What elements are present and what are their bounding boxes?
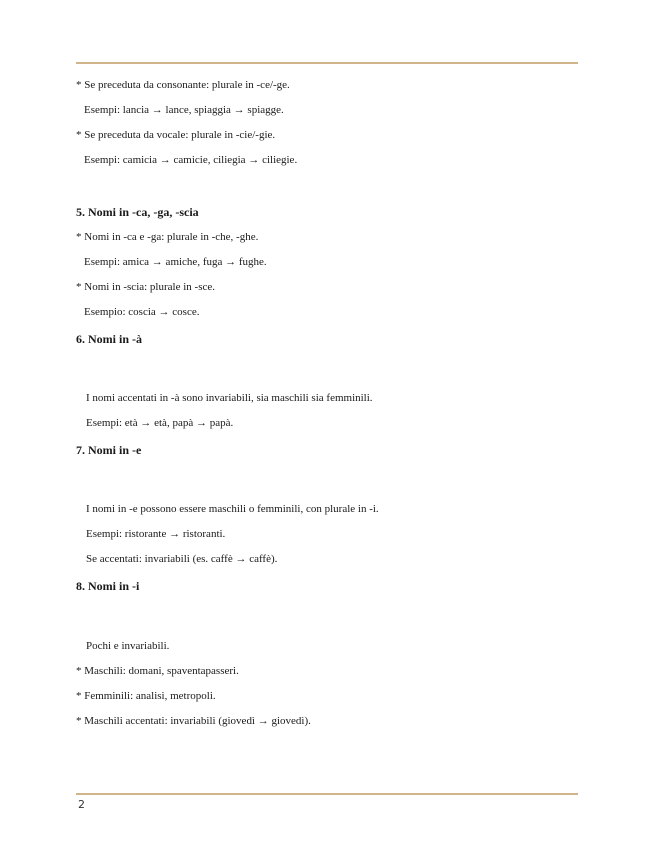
text-line: Esempi: camicia → camicie, ciliegia → ciliegie. xyxy=(84,154,298,166)
text-line: * Se preceduta da vocale: plurale in -cie/-gie. xyxy=(76,129,276,141)
text-line: Esempi: ristorante → ristoranti. xyxy=(86,528,226,540)
text-line: I nomi accentati in -à sono invariabili, sia maschili sia femminili. xyxy=(86,392,373,404)
page-number: 2 xyxy=(78,798,85,811)
text-line: Esempio: coscia → cosce. xyxy=(84,306,200,318)
bottom-rule xyxy=(76,793,578,795)
text-line: Esempi: lancia → lance, spiaggia → spiagge. xyxy=(84,104,284,116)
text-line: * Maschili: domani, spaventapasseri. xyxy=(76,665,239,677)
section-heading: 7. Nomi in -e xyxy=(76,443,142,457)
section-heading: 5. Nomi in -ca, -ga, -scia xyxy=(76,205,199,219)
text-line: Esempi: età → età, papà → papà. xyxy=(86,417,234,429)
text-line: Esempi: amica → amiche, fuga → fughe. xyxy=(84,256,267,268)
section-heading: 8. Nomi in -i xyxy=(76,579,140,593)
text-line: * Maschili accentati: invariabili (giovedì → giovedì). xyxy=(76,715,311,727)
top-rule xyxy=(76,62,578,64)
section-heading: 6. Nomi in -à xyxy=(76,332,142,346)
text-line: I nomi in -e possono essere maschili o femminili, con plurale in -i. xyxy=(86,503,379,515)
text-line: Se accentati: invariabili (es. caffè → caffè). xyxy=(86,553,278,565)
text-line: * Femminili: analisi, metropoli. xyxy=(76,690,216,702)
text-line: * Se preceduta da consonante: plurale in -ce/-ge. xyxy=(76,79,290,91)
text-line: * Nomi in -scia: plurale in -sce. xyxy=(76,281,215,293)
text-line: Pochi e invariabili. xyxy=(86,640,170,652)
text-line: * Nomi in -ca e -ga: plurale in -che, -ghe. xyxy=(76,231,259,243)
